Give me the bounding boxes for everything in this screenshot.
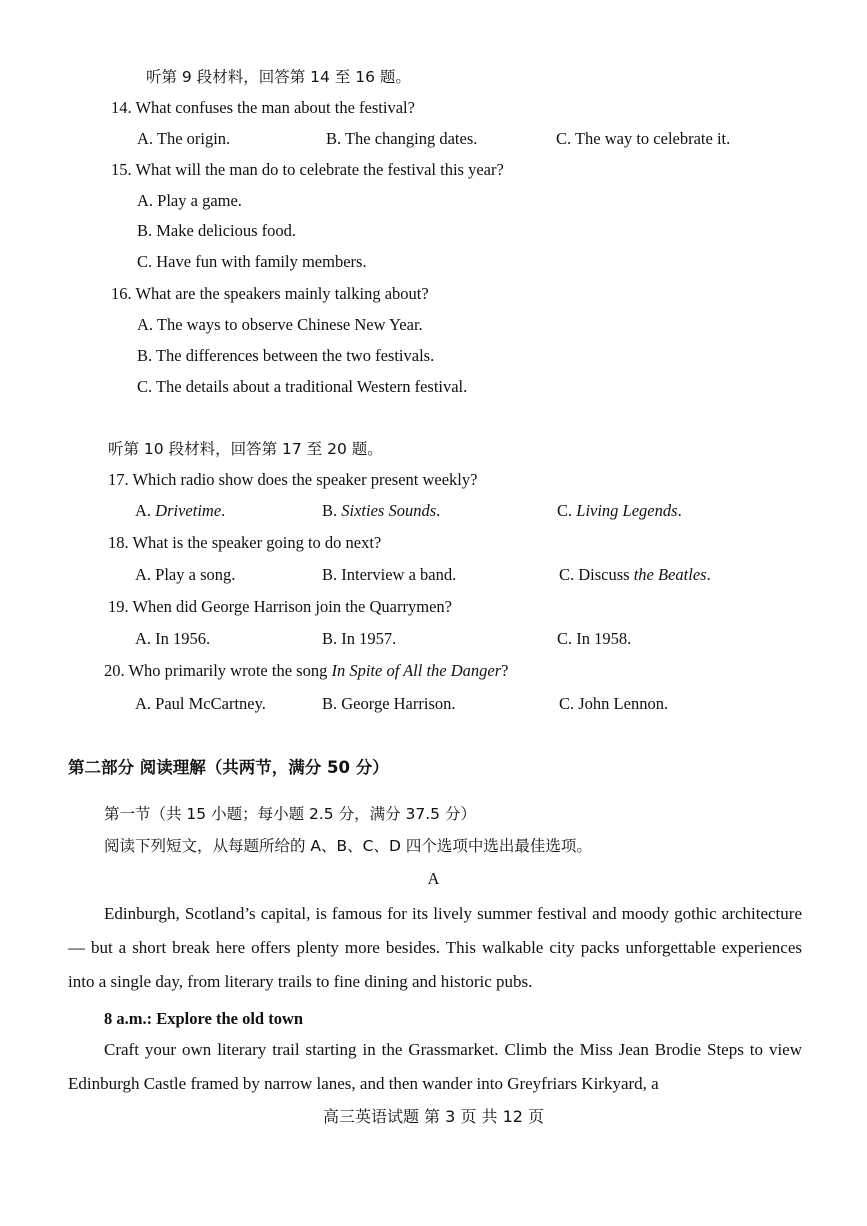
q18-stem: 18. What is the speaker going to do next? bbox=[108, 533, 382, 552]
q20-stem: 20. Who primarily wrote the song In Spite of All the Danger? bbox=[104, 661, 509, 680]
passage-subheading: 8 a.m.: Explore the old town bbox=[104, 1009, 304, 1028]
q17-option-b: B. Sixties Sounds. bbox=[322, 501, 441, 520]
q14-option-b: B. The changing dates. bbox=[326, 129, 478, 148]
q18-option-a: A. Play a song. bbox=[135, 565, 236, 584]
passage-paragraph-1: Edinburgh, Scotland’s capital, is famous for its lively summer festival and moody gothic architecture — but a short break here offers plenty more besides. This walkable city packs unforgettable experiences into a single day, from literary trails to fine dining and historic pubs. bbox=[68, 904, 802, 991]
q19-option-c: C. In 1958. bbox=[557, 629, 632, 648]
q15-stem: 15. What will the man do to celebrate the festival this year? bbox=[111, 160, 504, 179]
q18-option-c: C. Discuss the Beatles. bbox=[559, 565, 711, 584]
q15-option-c: C. Have fun with family members. bbox=[137, 252, 367, 271]
q17-stem: 17. Which radio show does the speaker present weekly? bbox=[108, 470, 478, 489]
q14-option-a: A. The origin. bbox=[137, 129, 231, 148]
q18-option-b: B. Interview a band. bbox=[322, 565, 457, 584]
part2-section1: 第一节（共 15 小题；每小题 2.5 分，满分 37.5 分） bbox=[104, 805, 476, 823]
q20-option-c: C. John Lennon. bbox=[559, 694, 669, 713]
section10-intro: 听第 10 段材料，回答第 17 至 20 题。 bbox=[108, 440, 383, 458]
q16-option-b: B. The differences between the two festivals. bbox=[137, 346, 435, 365]
q19-option-b: B. In 1957. bbox=[322, 629, 397, 648]
section9-intro: 听第 9 段材料，回答第 14 至 16 题。 bbox=[146, 68, 411, 86]
q15-option-b: B. Make delicious food. bbox=[137, 221, 297, 240]
q19-option-a: A. In 1956. bbox=[135, 629, 211, 648]
q15-option-a: A. Play a game. bbox=[137, 191, 242, 210]
q17-option-a: A. Drivetime. bbox=[135, 501, 226, 520]
part2-heading: 第二部分 阅读理解（共两节，满分 50 分） bbox=[68, 758, 389, 777]
passage-label: A bbox=[427, 869, 440, 888]
q14-option-c: C. The way to celebrate it. bbox=[556, 129, 731, 148]
page-footer: 高三英语试题 第 3 页 共 12 页 bbox=[322, 1107, 545, 1126]
q16-stem: 16. What are the speakers mainly talking about? bbox=[111, 284, 429, 303]
passage-paragraph-2: Craft your own literary trail starting in the Grassmarket. Climb the Miss Jean Brodie Steps to view Edinburgh Castle framed by narrow lanes, and then wander into Greyfriars Kirkyard, a bbox=[68, 1040, 802, 1093]
q16-option-a: A. The ways to observe Chinese New Year. bbox=[137, 315, 423, 334]
q17-option-c: C. Living Legends. bbox=[557, 501, 682, 520]
q14-stem: 14. What confuses the man about the festival? bbox=[111, 98, 415, 117]
q16-option-c: C. The details about a traditional Western festival. bbox=[137, 377, 468, 396]
q20-option-a: A. Paul McCartney. bbox=[135, 694, 266, 713]
q20-option-b: B. George Harrison. bbox=[322, 694, 456, 713]
part2-instruction: 阅读下列短文，从每题所给的 A、B、C、D 四个选项中选出最佳选项。 bbox=[104, 837, 592, 855]
q19-stem: 19. When did George Harrison join the Quarrymen? bbox=[108, 597, 452, 616]
